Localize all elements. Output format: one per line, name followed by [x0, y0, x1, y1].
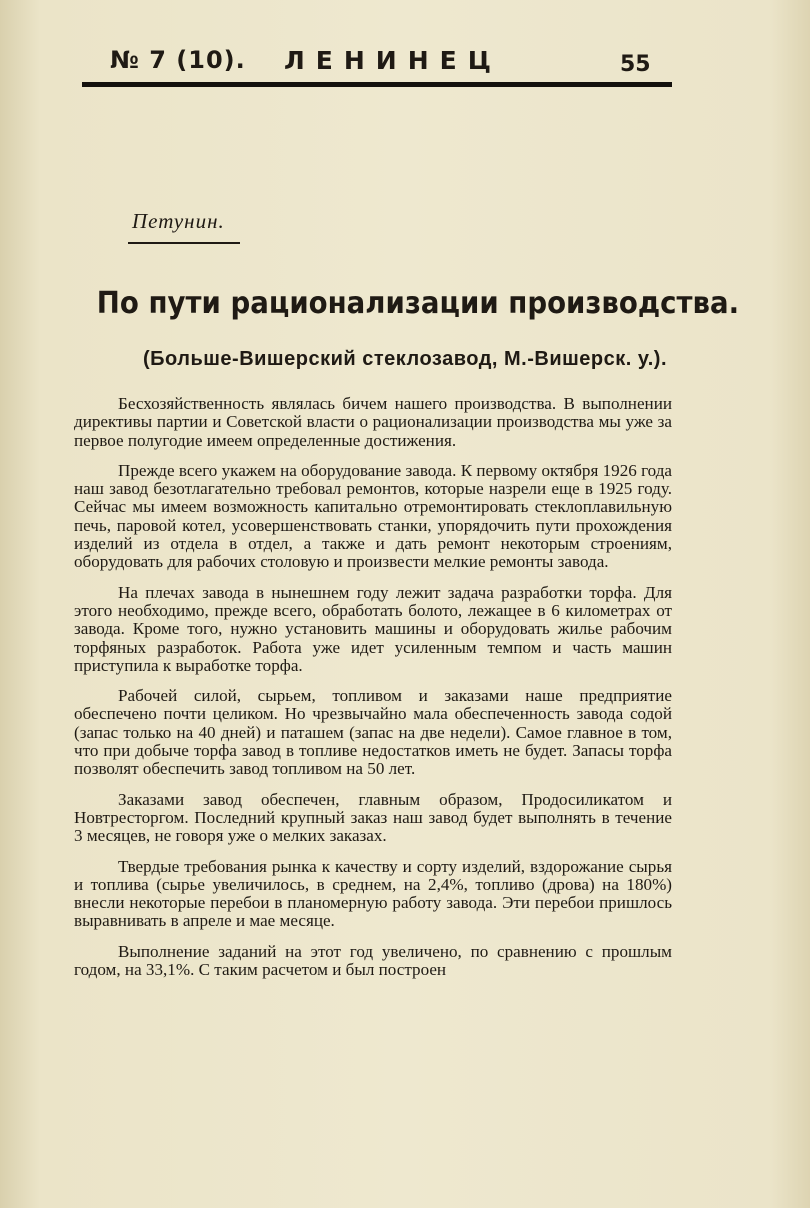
- author-underline: [128, 242, 240, 244]
- paragraph: На плечах завода в нынешнем году лежит задача разработки торфа. Для этого необходимо, прежде всего, обработать болото, лежащее в 6 километрах от завода. Кроме того, нужно установить машины и оборудовать жилье рабочим торфяных разработок. Работа уже идет усиленным темпом и часть машин приступила к выработке торфа.: [74, 582, 672, 675]
- article-author: Петунин.: [132, 209, 225, 233]
- issue-number: № 7 (10).: [110, 46, 246, 74]
- paragraph: Бесхозяйственность являлась бичем нашего производства. В выполнении директивы партии и Советской власти о рационализации производства мы уже за первое полугодие имеем определенные достижения.: [74, 394, 672, 450]
- article-body: [74, 395, 672, 991]
- page-header: [82, 40, 672, 92]
- article-subtitle: (Больше-Вишерский стеклозавод, М.-Вишерск. у.).: [142, 348, 668, 370]
- page-number: 55: [620, 52, 651, 77]
- journal-title: ЛЕНИНЕЦ: [284, 46, 502, 75]
- paragraph: Заказами завод обеспечен, главным образом, Продосиликатом и Новтресторгом. Последний крупный заказ наш завод будет выполнять в течение 3 месяцев, не говоря уже о мелких заказах.: [74, 789, 672, 846]
- paragraph: Рабочей силой, сырьем, топливом и заказами наше предприятие обеспечено почти целиком. Но чрезвычайно мала обеспеченность завода содой (запас только на 40 дней) и паташем (запас на две недели). Самое главное в том, что при добыче торфа завод в топливе недостатков иметь не будет. Запасы торфа позволят обеспечить завод топливом на 50 лет.: [74, 686, 672, 779]
- article-title: По пути рационализации производства.: [96, 286, 740, 321]
- paragraph: Твердые требования рынка к качеству и сорту изделий, вздорожание сырья и топлива (сырье увеличилось, в среднем, на 2,4%, топливо (дрова) на 180%) внесли некоторые перебои в планомерную работу завода. Эти перебои пришлось выравнивать в апреле и мае месяце.: [74, 856, 672, 931]
- paragraph: Прежде всего укажем на оборудование завода. К первому октября 1926 года наш завод безотлагательно требовал ремонтов, которые назрели еще в 1925 году. Сейчас мы имеем возможность капитально отремонтировать стеклоплавильную печь, паровой котел, усовершенствовать станки, упорядочить пути прохождения изделий из отдела в отдел, а также и дать ремонт некоторым строениям, оборудовать для рабочих столовую и произвести мелкие ремонты завода.: [74, 460, 672, 572]
- paragraph: Выполнение заданий на этот год увеличено, по сравнению с прошлым годом, на 33,1%. С таким расчетом и был построен: [74, 941, 672, 980]
- header-rule: [82, 82, 672, 87]
